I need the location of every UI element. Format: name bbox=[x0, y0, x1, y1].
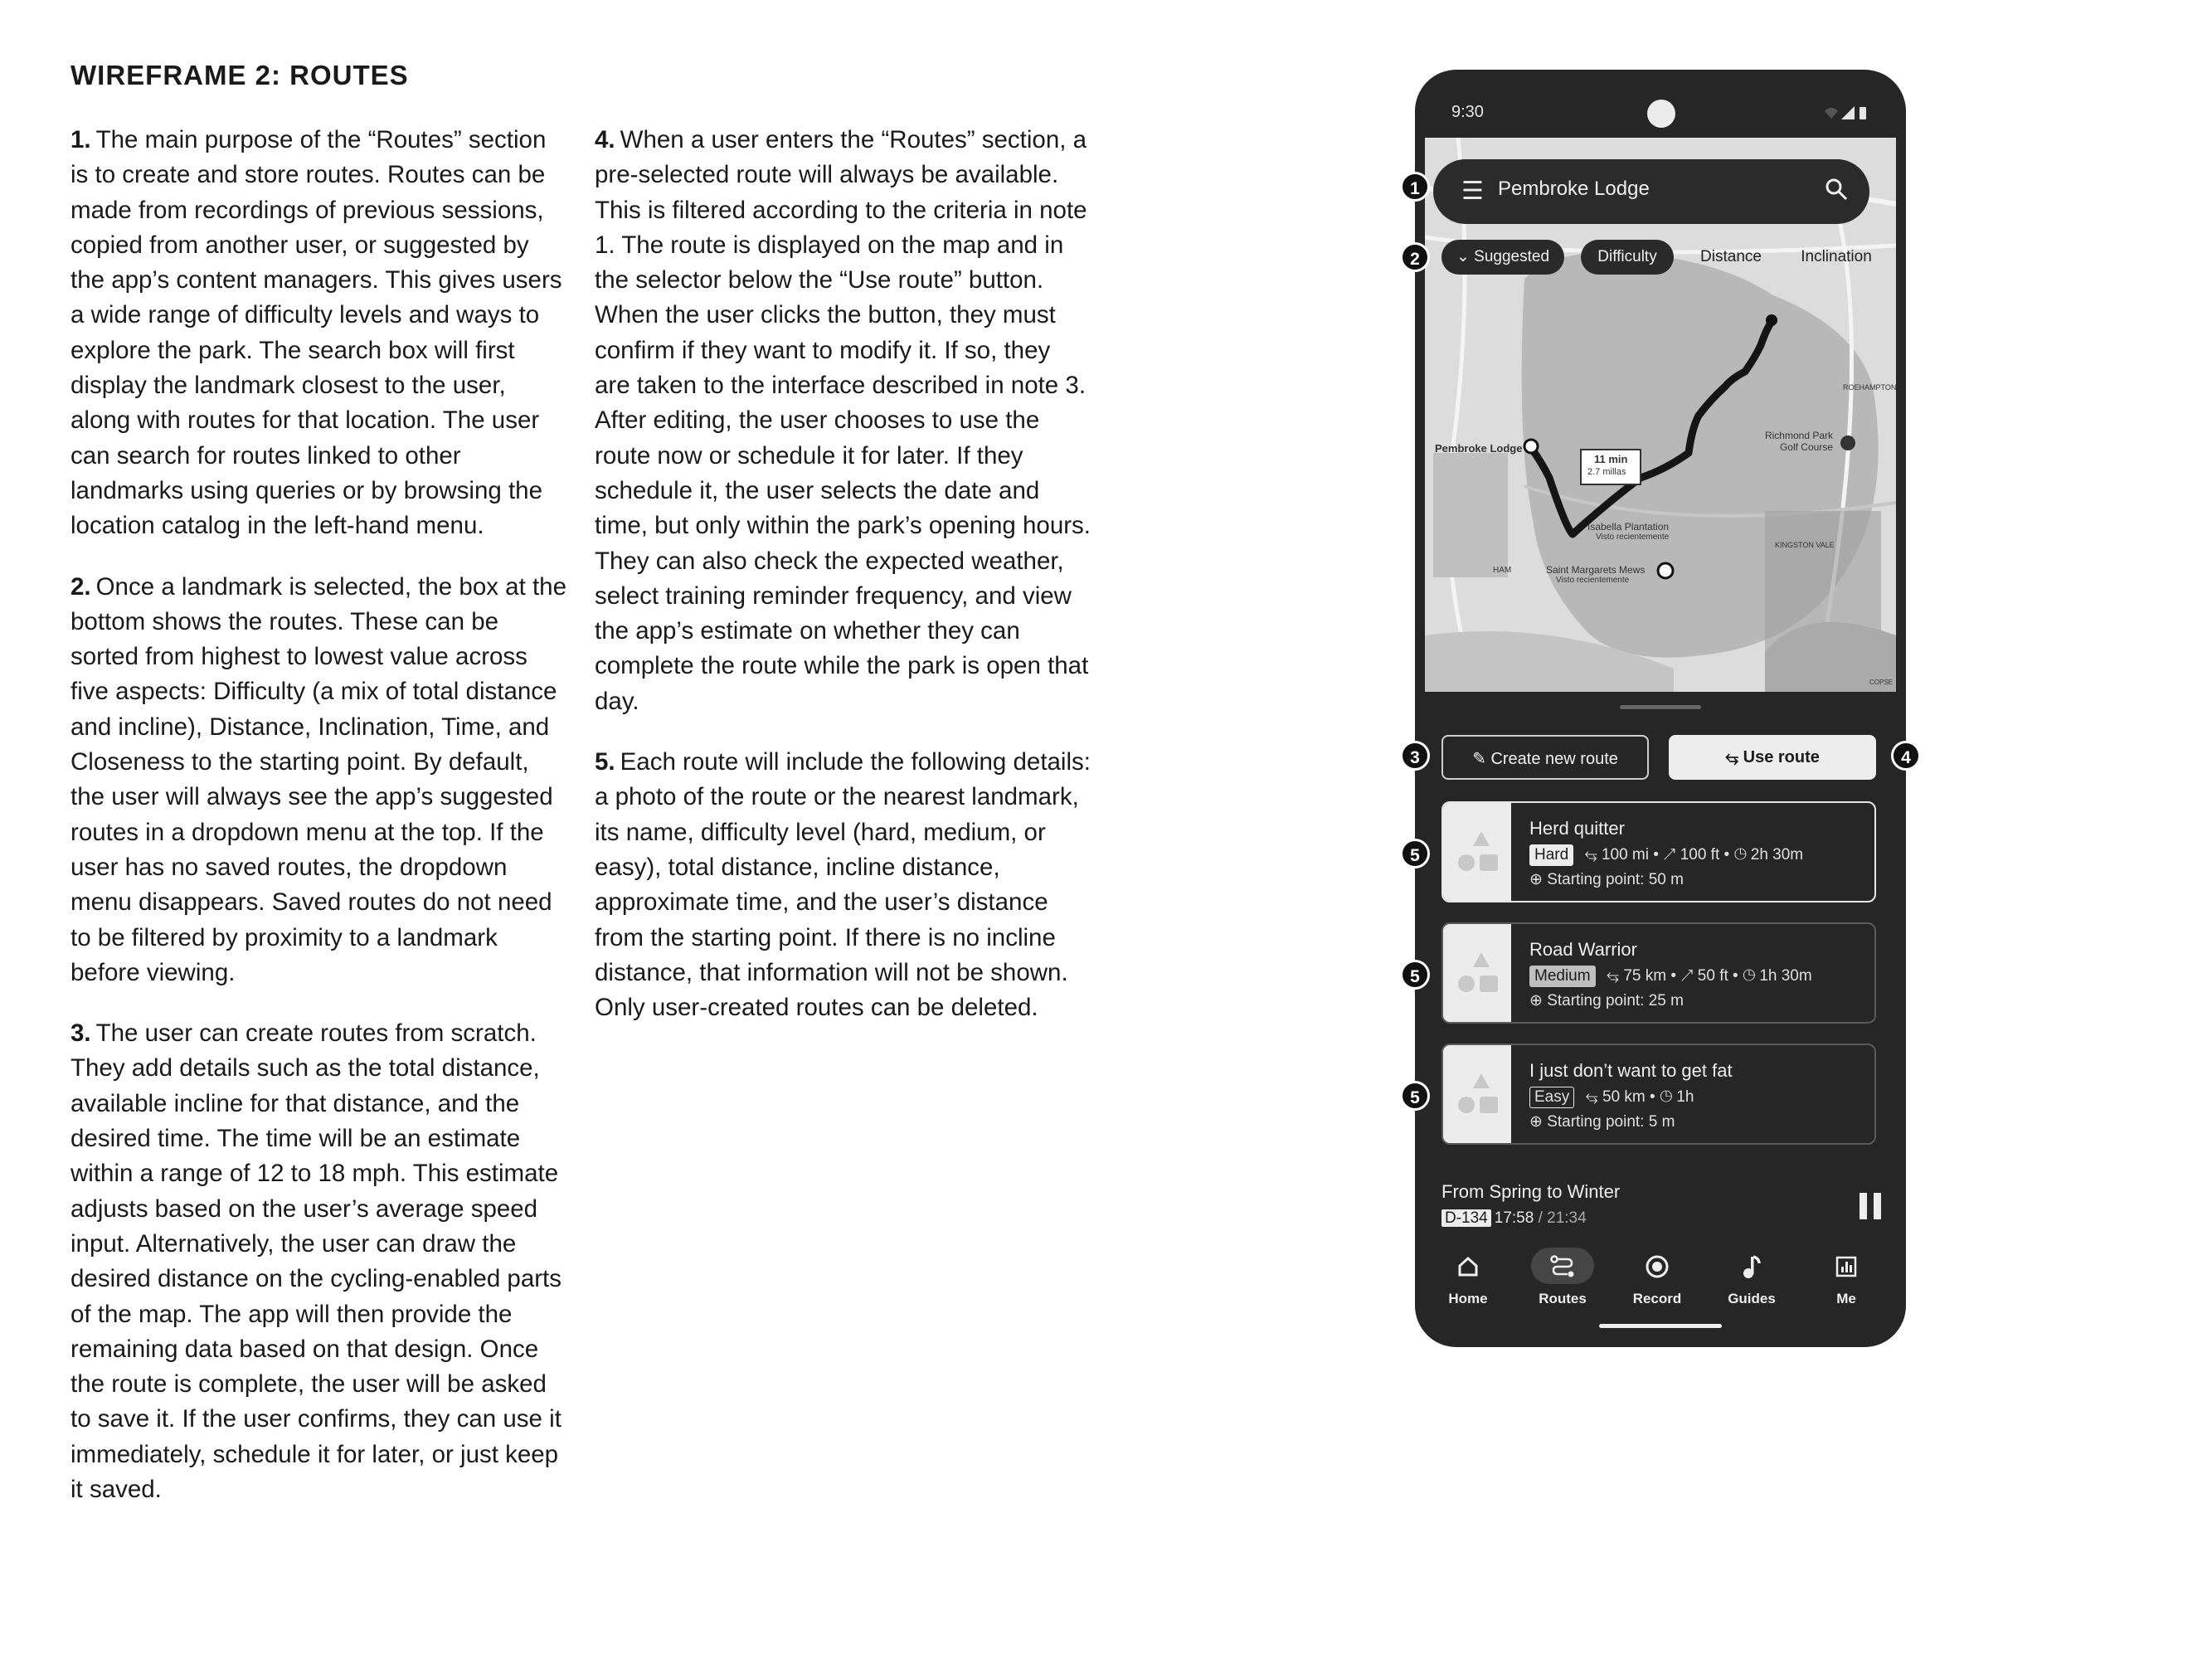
filter-chip-distance[interactable]: Distance bbox=[1700, 248, 1762, 265]
hamburger-menu-icon[interactable]: ☰ bbox=[1461, 178, 1484, 205]
route-meta: Medium ⥃ 75 km • ↗ 50 ft • ◷ 1h 30m bbox=[1529, 966, 1812, 987]
filter-chip-difficulty[interactable]: Difficulty bbox=[1581, 240, 1674, 275]
nav-item-home[interactable]: Home bbox=[1427, 1248, 1510, 1307]
route-card[interactable] bbox=[1441, 1044, 1876, 1145]
status-time: 9:30 bbox=[1451, 103, 1484, 121]
map-label-isabella-sub: Visto recientemente bbox=[1596, 533, 1670, 542]
player-code-badge: D-134 bbox=[1441, 1209, 1491, 1227]
search-icon[interactable] bbox=[1823, 176, 1850, 207]
callout-4: 4 bbox=[1891, 741, 1921, 771]
notes-column-left bbox=[70, 123, 568, 1533]
clock-icon: ◷ bbox=[1743, 967, 1760, 985]
player-progress bbox=[1441, 1209, 1587, 1228]
clock-icon: ◷ bbox=[1659, 1088, 1677, 1106]
map-eta: 11 min bbox=[1594, 453, 1628, 465]
clock-icon: ◷ bbox=[1733, 846, 1751, 864]
difficulty-badge: Medium bbox=[1529, 966, 1596, 987]
mini-player[interactable] bbox=[1441, 1181, 1881, 1239]
nav-item-guides[interactable]: Guides bbox=[1710, 1248, 1793, 1307]
gesture-home-bar bbox=[1599, 1324, 1722, 1328]
map-label-start: Pembroke Lodge bbox=[1435, 442, 1523, 455]
nav-item-routes[interactable]: Routes bbox=[1521, 1248, 1604, 1307]
camera-cutout bbox=[1647, 100, 1675, 128]
callout-5: 5 bbox=[1400, 1081, 1430, 1111]
route-distance-icon: ⥃ bbox=[1585, 1088, 1603, 1106]
route-meta: Easy ⥃ 50 km • ◷ 1h bbox=[1529, 1087, 1694, 1108]
create-new-route-button[interactable]: ✎ Create new route bbox=[1441, 735, 1649, 780]
starting-point: ⊕ Starting point: 5 m bbox=[1529, 1113, 1675, 1131]
map-eta-distance: 2.7 millas bbox=[1587, 467, 1626, 477]
map-label-ham: HAM bbox=[1493, 566, 1512, 575]
route-icon: ⥃ bbox=[1725, 748, 1743, 766]
filter-chip-inclination[interactable]: Inclination bbox=[1801, 248, 1872, 265]
route-distance-icon: ⥃ bbox=[1584, 846, 1602, 864]
starting-point: ⊕ Starting point: 25 m bbox=[1529, 992, 1684, 1010]
record-icon bbox=[1616, 1248, 1699, 1286]
route-photo-placeholder-icon bbox=[1443, 924, 1511, 1022]
search-input[interactable]: Pembroke Lodge bbox=[1498, 178, 1650, 200]
note-5: 5. Each route will include the following details: a photo of the route or the nearest landmark, its name, difficulty level (hard, medium, or easy), total distance, incline distance, approximate time, and the user’s distance from the starting point. If there is no incline distance, that information will not be shown. Only user-created routes can be deleted. bbox=[595, 748, 1091, 1022]
starting-point: ⊕ Starting point: 50 m bbox=[1529, 871, 1684, 888]
location-target-icon: ⊕ bbox=[1529, 992, 1548, 1010]
route-name: Herd quitter bbox=[1529, 818, 1625, 839]
incline-icon: ↗ bbox=[1663, 846, 1680, 864]
status-bar bbox=[1415, 70, 1906, 136]
nav-item-me[interactable]: Me bbox=[1805, 1248, 1888, 1307]
route-card[interactable] bbox=[1441, 801, 1876, 902]
sheet-drag-handle[interactable] bbox=[1620, 705, 1701, 709]
difficulty-badge: Easy bbox=[1529, 1087, 1574, 1108]
signal-battery-icon bbox=[1823, 105, 1869, 125]
route-photo-placeholder-icon bbox=[1443, 1045, 1511, 1143]
route-name: Road Warrior bbox=[1529, 939, 1637, 960]
pencil-icon: ✎ bbox=[1472, 750, 1491, 768]
map-label-margarets-sub: Visto recientemente bbox=[1556, 576, 1630, 585]
callout-1: 1 bbox=[1400, 172, 1430, 202]
map-label-kingston-vale: KINGSTON VALE bbox=[1775, 541, 1835, 549]
callout-2: 2 bbox=[1400, 242, 1430, 272]
player-total: / 21:34 bbox=[1538, 1209, 1587, 1227]
bottom-nav bbox=[1415, 1248, 1906, 1322]
player-elapsed: 17:58 bbox=[1494, 1209, 1534, 1227]
incline-icon: ↗ bbox=[1680, 967, 1698, 985]
note-2: 2. Once a landmark is selected, the box at the bottom shows the routes. These can be sorted from highest to lowest value across five aspects: Difficulty (a mix of total distance and incline), Distance, Inclination, Time, and Closeness to the starting point. By default, the user will always see the app’s suggested routes in a dropdown menu at the top. If the user has no saved routes, the dropdown menu disappears. Saved routes do not need to be filtered by proximity to a landmark before viewing. bbox=[70, 572, 566, 986]
doc-title: WIREFRAME 2: ROUTES bbox=[70, 60, 409, 90]
use-route-button[interactable]: ⥃ Use route bbox=[1669, 735, 1876, 780]
callout-5: 5 bbox=[1400, 839, 1430, 868]
map-label-golf: Richmond Park Golf Course bbox=[1764, 430, 1833, 453]
home-icon bbox=[1427, 1248, 1510, 1286]
chevron-down-icon: ⌄ bbox=[1456, 248, 1475, 265]
map-label-copse: COPSE bbox=[1869, 679, 1894, 686]
location-target-icon: ⊕ bbox=[1529, 1113, 1548, 1131]
map-label-margarets: Saint Margarets Mews bbox=[1546, 564, 1646, 576]
route-icon bbox=[1521, 1248, 1604, 1286]
stats-icon bbox=[1805, 1248, 1888, 1286]
map-label-isabella: Isabella Plantation bbox=[1587, 521, 1670, 533]
search-bar[interactable] bbox=[1433, 159, 1869, 224]
map-label-roehampton: ROEHAMPTON bbox=[1843, 383, 1896, 392]
route-name: I just don’t want to get fat bbox=[1529, 1060, 1733, 1081]
note-1: 1. The main purpose of the “Routes” section is to create and store routes. Routes can be made from recordings of previous sessions, copied from another user, or suggested by the app’s content managers. This gives users a wide range of difficulty levels and ways to explore the park. The search box will first display the landmark closest to the user, along with routes for that location. The user can search for routes linked to other landmarks using queries or by browsing the location catalog in the left-hand menu. bbox=[70, 126, 562, 540]
route-photo-placeholder-icon bbox=[1443, 803, 1511, 901]
music-note-icon bbox=[1710, 1248, 1793, 1286]
nav-item-record[interactable]: Record bbox=[1616, 1248, 1699, 1307]
phone-frame bbox=[1415, 70, 1906, 1347]
callout-5: 5 bbox=[1400, 960, 1430, 990]
filter-dropdown-suggested[interactable]: ⌄ Suggested bbox=[1441, 240, 1564, 275]
player-track-title: From Spring to Winter bbox=[1441, 1181, 1621, 1202]
difficulty-badge: Hard bbox=[1529, 844, 1573, 866]
note-3: 3. The user can create routes from scratch. They add details such as the total distance, available incline for that distance, and the desired time. The time will be an estimate within a range of 12 to 18 mph. This estimate adjusts based on the user’s average speed input. Alternatively, the user can draw the desired distance on the cycling-enabled parts of the map. The app will then provide the remaining data based on that design. Once the route is complete, the user will be asked to save it. If the user confirms, they can use it immediately, schedule it for later, or just keep it saved. bbox=[70, 1019, 562, 1503]
pause-icon[interactable] bbox=[1860, 1193, 1881, 1219]
route-meta: Hard ⥃ 100 mi • ↗ 100 ft • ◷ 2h 30m bbox=[1529, 844, 1803, 866]
route-card[interactable] bbox=[1441, 922, 1876, 1024]
route-distance-icon: ⥃ bbox=[1606, 967, 1624, 985]
notes-column-right bbox=[595, 123, 1092, 1051]
callout-3: 3 bbox=[1400, 741, 1430, 771]
location-target-icon: ⊕ bbox=[1529, 871, 1548, 888]
note-4: 4. When a user enters the “Routes” section, a pre-selected route will always be available. This is filtered according to the criteria in note 1. The route is displayed on the map and in the selector below the “Use route” button. When the user clicks the button, they must confirm if they want to modify it. If so, they are taken to the interface described in note 3. After editing, the user chooses to use the route now or schedule it for later. If they schedule it, the user selects the date and time, but only within the park’s opening hours. They can also check the expected weather, select training reminder frequency, and view the app’s estimate on whether they can complete the route while the park is open that day. bbox=[595, 126, 1091, 715]
